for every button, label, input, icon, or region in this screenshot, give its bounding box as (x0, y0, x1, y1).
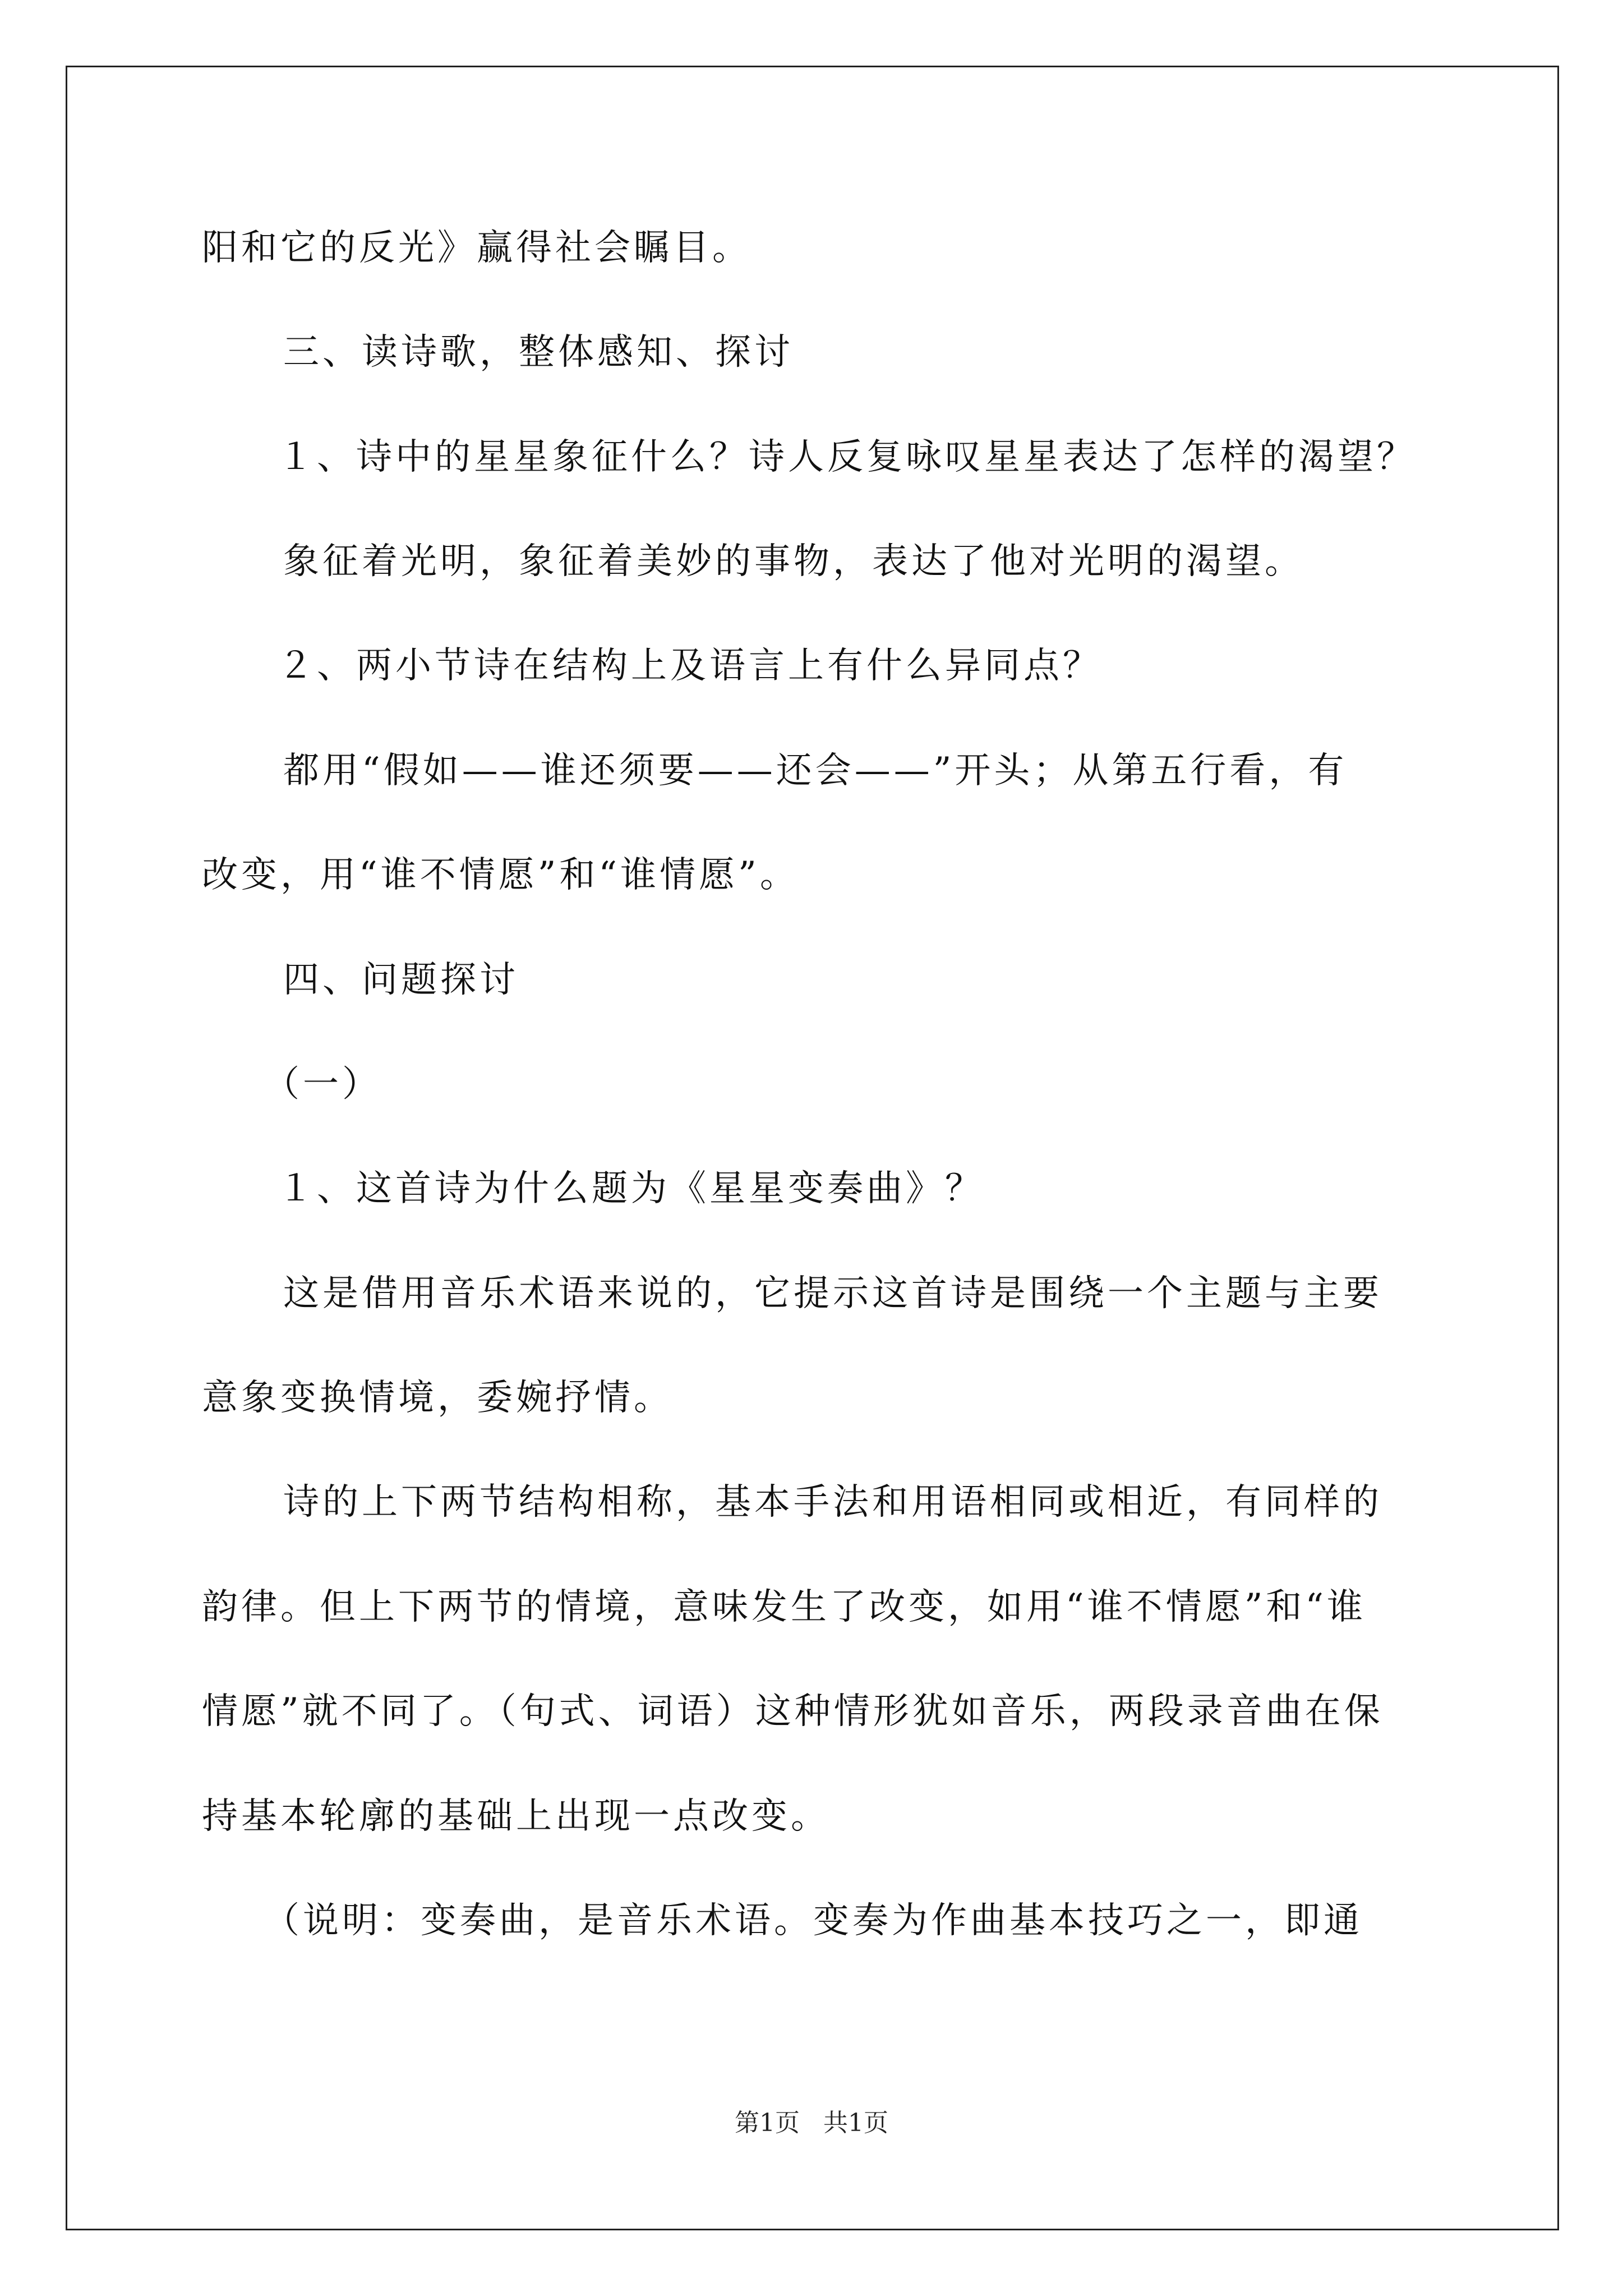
section-heading: 四、问题探讨 (283, 959, 519, 1001)
paragraph-line: 阳和它的反光》赢得社会瞩目。 (202, 227, 751, 269)
answer-line: 改变，用“谁不情愿”和“谁情愿”。 (202, 854, 799, 896)
paragraph-line: 情愿”就不同了。（句式、词语）这种情形犹如音乐，两段录音曲在保 (202, 1691, 1384, 1732)
question-line: １、这首诗为什么题为《星星变奏曲》？ (278, 1168, 984, 1209)
paragraph-line: 意象变换情境，委婉抒情。 (202, 1377, 673, 1419)
section-heading: 三、读诗歌，整体感知、探讨 (283, 332, 794, 373)
page-footer (0, 2106, 1623, 2140)
page-total: 共1页 (823, 2109, 888, 2137)
subsection-heading: （一） (264, 1064, 381, 1105)
page-number: 第1页 (735, 2109, 800, 2137)
answer-line: 象征着光明，象征着美妙的事物，表达了他对光明的渴望。 (283, 541, 1304, 582)
paragraph-line: 韵律。但上下两节的情境，意味发生了改变，如用“谁不情愿”和“谁 (202, 1586, 1367, 1628)
paragraph-line: 持基本轮廓的基础上出现一点改变。 (202, 1796, 830, 1837)
paragraph-line: 这是借用音乐术语来说的，它提示这首诗是围绕一个主题与主要 (283, 1273, 1382, 1314)
paragraph-line: （说明：变奏曲，是音乐术语。变奏为作曲基本技巧之一，即通 (264, 1900, 1363, 1941)
answer-line: 都用“假如——谁还须要——还会——”开头；从第五行看，有 (283, 750, 1348, 792)
question-line: １、诗中的星星象征什么？诗人反复咏叹星星表达了怎样的渴望？ (278, 436, 1416, 478)
paragraph-line: 诗的上下两节结构相称，基本手法和用语相同或相近，有同样的 (283, 1481, 1382, 1523)
question-line: ２、两小节诗在结构上及语言上有什么异同点？ (278, 645, 1102, 687)
